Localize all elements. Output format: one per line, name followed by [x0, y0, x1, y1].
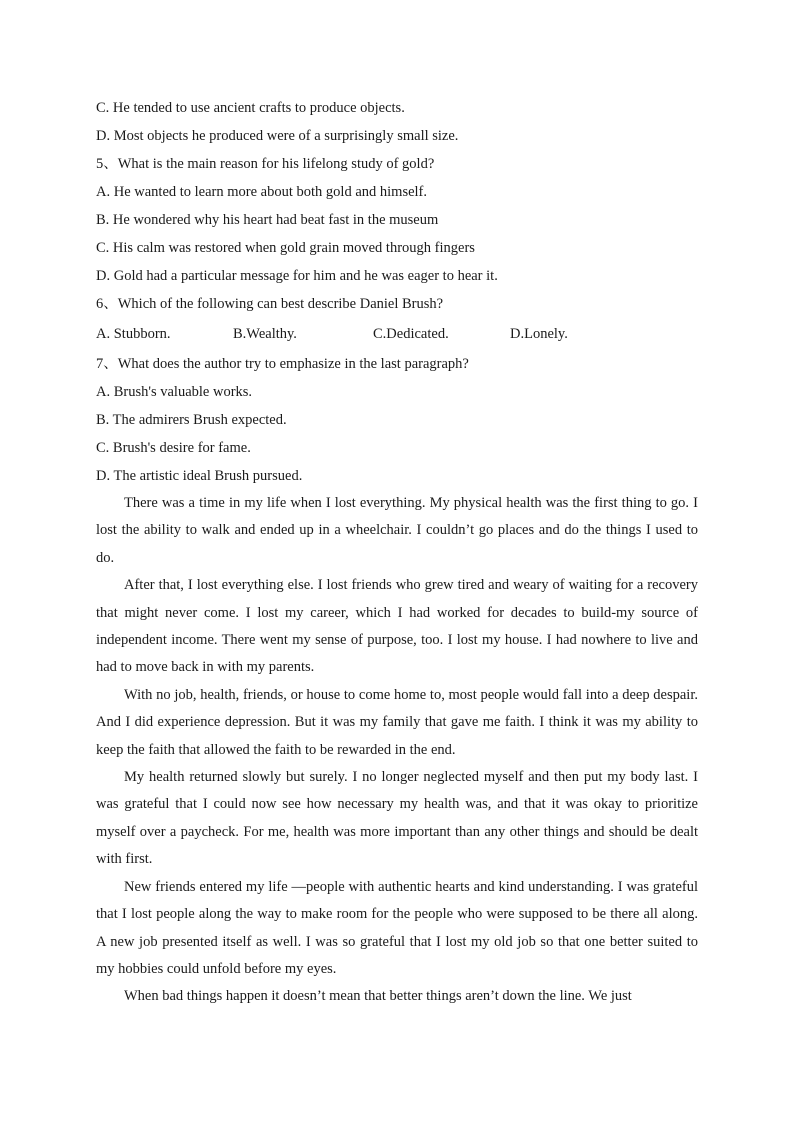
- passage-paragraph: My health returned slowly but surely. I no longer neglected myself and then put my body last. I was grateful that I could now see how necessary my health was, and that it was okay to prioritize myself over a paycheck. For me, health was more important than any other things and should be dealt with first.: [96, 769, 698, 868]
- passage-paragraph: New friends entered my life —people with authentic hearts and kind understanding. I was grateful that I lost people along the way to make room for the people who were supposed to be there all along. A new job presented itself as well. I was so grateful that I lost my old job so that one better suited to my hobbies could unfold before my eyes.: [96, 878, 698, 977]
- q7-option-b: B. The admirers Brush expected.: [96, 412, 287, 428]
- q7-option-d: D. The artistic ideal Brush pursued.: [96, 468, 303, 484]
- q5-option-a: A. He wanted to learn more about both gold and himself.: [96, 184, 428, 200]
- q6-option-a: A. Stubborn.: [96, 326, 171, 342]
- q4-option-d: D. Most objects he produced were of a surprisingly small size.: [96, 128, 459, 144]
- q7-stem: 7、What does the author try to emphasize in the last paragraph?: [96, 356, 469, 372]
- passage-paragraph: When bad things happen it doesn’t mean that better things aren’t down the line. We just: [124, 988, 632, 1005]
- q6-option-d: D.Lonely.: [510, 326, 568, 342]
- q7-option-a: A. Brush's valuable works.: [96, 384, 253, 400]
- q4-option-c: C. He tended to use ancient crafts to produce objects.: [96, 100, 405, 116]
- q5-option-d: D. Gold had a particular message for him and he was eager to hear it.: [96, 268, 498, 284]
- q6-option-c: C.Dedicated.: [373, 326, 449, 342]
- passage-paragraph: With no job, health, friends, or house to come home to, most people would fall into a deep despair. And I did experience depression. But it was my family that gave me faith. I think it was my ability to keep the faith that allowed the faith to be rewarded in the end.: [96, 686, 698, 758]
- passage-paragraph: There was a time in my life when I lost everything. My physical health was the first thing to go. I lost the ability to walk and ended up in a wheelchair. I couldn’t go places and do the things I used to do.: [96, 495, 698, 566]
- q7-option-c: C. Brush's desire for fame.: [96, 440, 251, 456]
- q6-stem: 6、Which of the following can best describe Daniel Brush?: [96, 296, 444, 312]
- q5-option-b: B. He wondered why his heart had beat fast in the museum: [96, 212, 439, 228]
- passage-paragraph: After that, I lost everything else. I lost friends who grew tired and weary of waiting for a recovery that might never come. I lost my career, which I had worked for decades to build-my source of independent income. There went my sense of purpose, too. I lost my house. I had nowhere to live and had to move back in with my parents.: [96, 577, 698, 676]
- q5-stem: 5、What is the main reason for his lifelong study of gold?: [96, 156, 435, 172]
- q5-option-c: C. His calm was restored when gold grain moved through fingers: [96, 240, 475, 256]
- q6-options: [96, 318, 698, 350]
- q6-option-b: B.Wealthy.: [233, 326, 297, 342]
- document-page: [96, 94, 698, 1011]
